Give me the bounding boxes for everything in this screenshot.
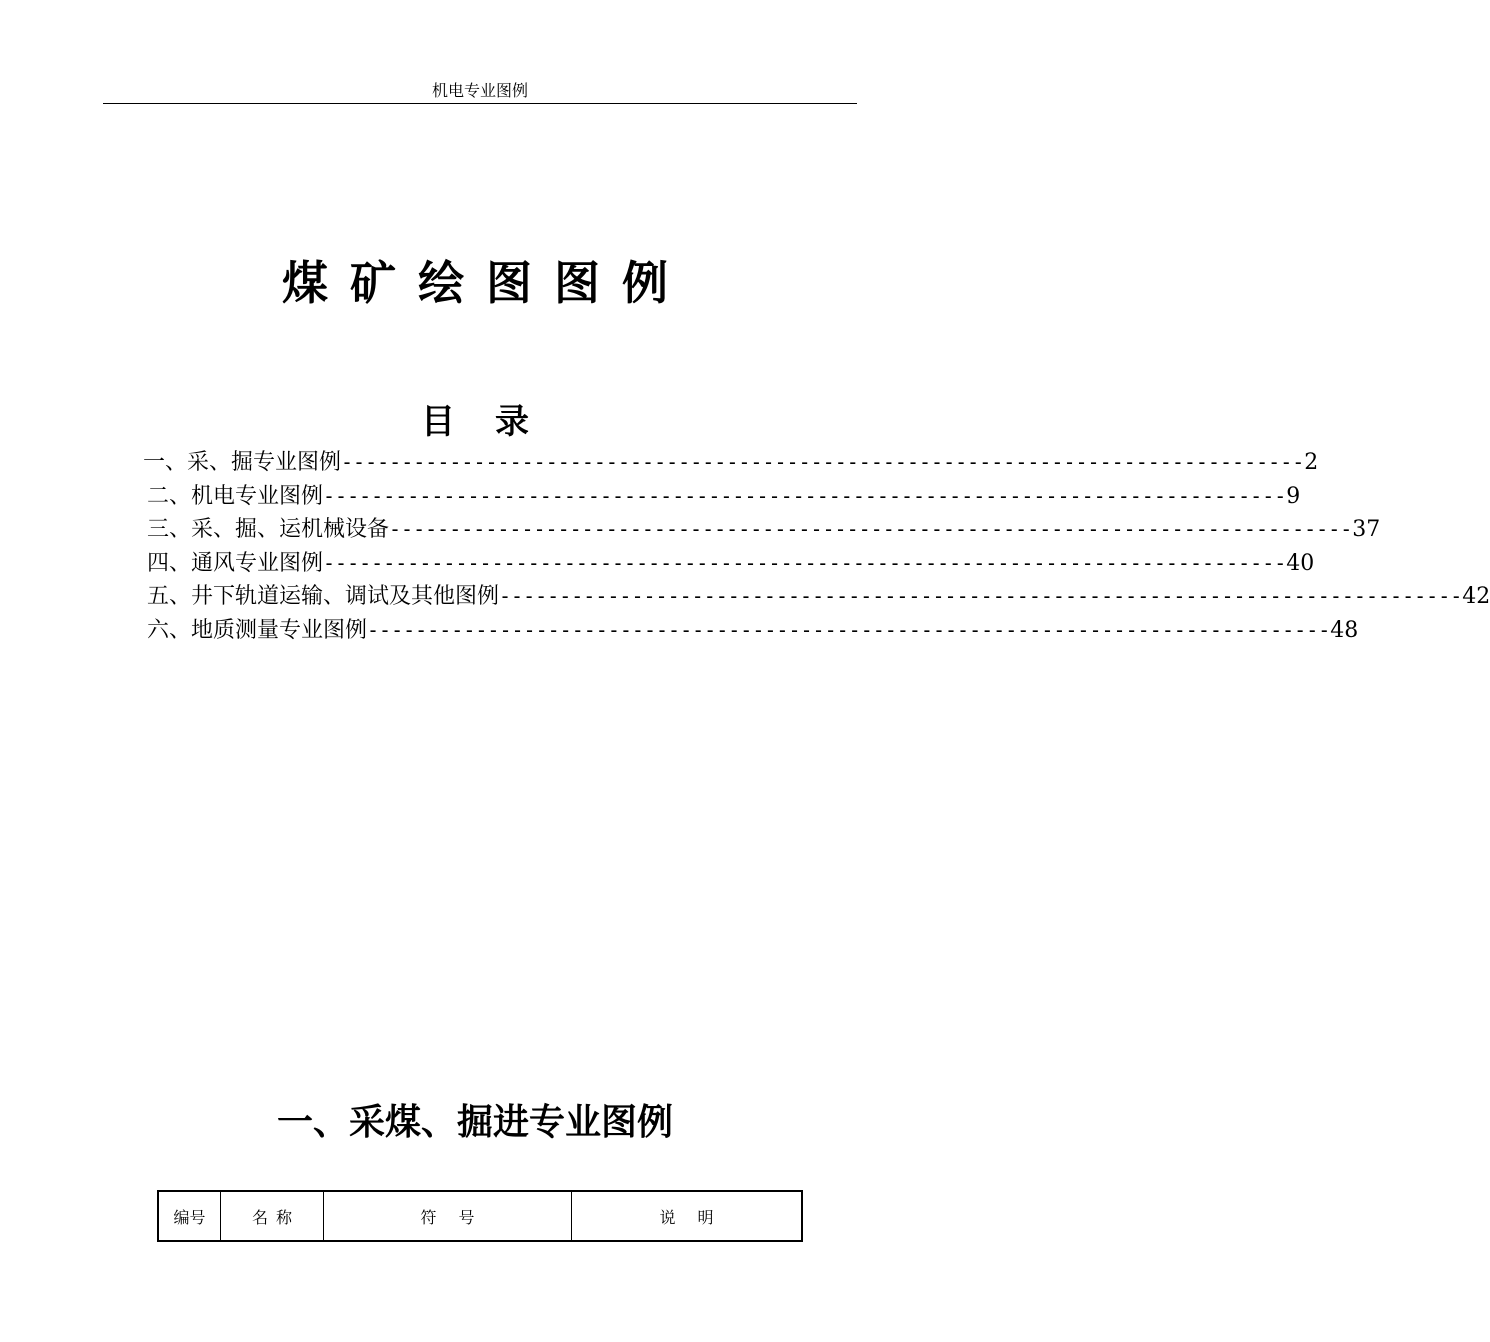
toc-entry-page: 9 (1286, 483, 1301, 509)
column-header-number: 编号 (159, 1192, 221, 1240)
toc-entry-page: 37 (1352, 517, 1381, 542)
toc-entry[interactable] (143, 547, 1315, 581)
toc-leader: -------------------------------------------------------------------------------- (389, 517, 1353, 541)
column-header-name: 名称 (221, 1192, 324, 1240)
toc-entry[interactable] (143, 446, 1319, 480)
toc-entry-text: 三、采、掘、运机械设备 (147, 517, 390, 542)
toc-entry[interactable] (143, 513, 1381, 547)
toc-entry-text: 四、通风专业图例 (147, 550, 324, 576)
toc-leader: -------------------------------------------------------------------------------- (323, 550, 1287, 575)
toc-entry[interactable] (143, 614, 1359, 648)
column-header-description: 说明 (659, 1207, 736, 1227)
toc-entry-page: 42 (1462, 584, 1490, 609)
header-rule (103, 103, 857, 104)
toc-leader: -------------------------------------------------------------------------------- (323, 483, 1287, 508)
toc-entry-page: 2 (1304, 450, 1319, 475)
section-title: 一、采煤、掘进专业图例 (276, 1102, 673, 1143)
toc-entry[interactable] (143, 580, 1490, 614)
table-of-contents (143, 446, 1490, 647)
toc-leader: -------------------------------------------------------------------------------- (341, 450, 1305, 474)
toc-entry-text: 一、采、掘专业图例 (143, 450, 342, 475)
column-header-symbol: 符号 (324, 1192, 572, 1240)
toc-entry-text: 五、井下轨道运输、调试及其他图例 (147, 584, 500, 609)
toc-entry-page: 40 (1286, 550, 1315, 576)
toc-entry-text: 二、机电专业图例 (147, 483, 324, 509)
toc-entry-page: 48 (1330, 617, 1359, 643)
document-title: 煤矿绘图图例 (282, 256, 690, 310)
toc-leader: -------------------------------------------------------------------------------- (499, 584, 1463, 608)
toc-entry-text: 六、地质测量专业图例 (147, 617, 368, 643)
toc-leader: -------------------------------------------------------------------------------- (367, 617, 1331, 642)
toc-heading: 目录 (421, 402, 569, 442)
legend-table-header (157, 1190, 803, 1242)
toc-entry[interactable] (143, 480, 1301, 514)
running-header: 机电专业图例 (431, 81, 528, 100)
